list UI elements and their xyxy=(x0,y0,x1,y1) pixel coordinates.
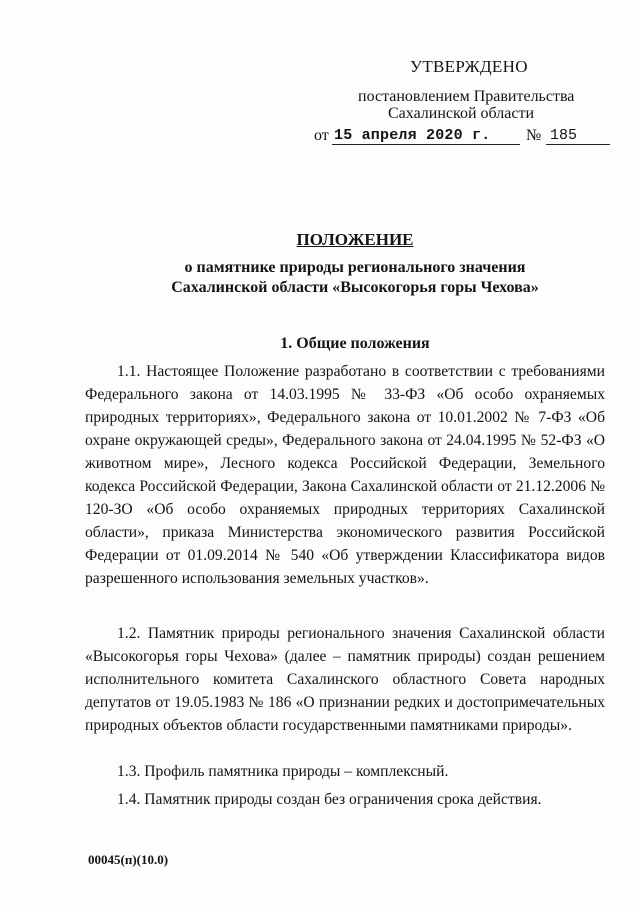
document-subtitle xyxy=(0,258,640,298)
approved-by: постановлением Правительства xyxy=(358,88,575,105)
document-title xyxy=(0,230,640,250)
section-heading-text: 1. Общие положения xyxy=(280,335,430,352)
paragraph-1-4: 1.4. Памятник природы создан без ограничения срока действия. xyxy=(117,791,542,808)
approved-label: УТВЕРЖДЕНО xyxy=(410,57,528,76)
date-underline xyxy=(332,144,520,145)
number-label: № xyxy=(526,127,542,144)
paragraph-1-3: 1.3. Профиль памятника природы – комплексный. xyxy=(117,763,449,780)
approval-number: 185 xyxy=(550,127,578,144)
paragraph-1-1: 1.1. Настоящее Положение разработано в соответствии с требованиями Федерального закона от 14.03.1995 № 33-ФЗ «Об особо охраняемых природных территориях», Федерального закона от 10.01.2002 № 7-ФЗ «Об охране окружающей среды», Федерального закона от 24.04.1995 № 52-ФЗ «О животном мире», Лесного кодекса Российской Федерации, Земельного кодекса Российской Федерации, Закона Сахалинской области от 21.12.2006 № 120-ЗО «Об особо охраняемых природных территориях Сахалинской области», приказа Министерства экономического развития Российской Федерации от 01.09.2014 № 540 «Об утверждении Классификатора видов разрешенного использования земельных участков». xyxy=(85,363,605,587)
paragraph-1-2: 1.2. Памятник природы регионального значения Сахалинской области «Высокогорья горы Чехова» (далее – памятник природы) создан решением исполнительного комитета Сахалинского областного Совета народных депутатов от 19.05.1983 № 186 «О признании редких и достопримечательных природных объектов области государственными памятниками природы». xyxy=(85,625,605,734)
subtitle-line-2: Сахалинской области «Высокогорья горы Чехова» xyxy=(171,279,539,296)
number-underline xyxy=(546,144,610,145)
approved-region: Сахалинской области xyxy=(388,105,535,122)
from-label: от xyxy=(314,127,329,144)
footer-code: 00045(п)(10.0) xyxy=(88,852,169,867)
approval-date: 15 апреля 2020 г. xyxy=(334,127,491,144)
subtitle-line-1: о памятнике природы регионального значения xyxy=(184,259,526,276)
section-heading xyxy=(0,335,640,353)
document-title-text: ПОЛОЖЕНИЕ xyxy=(296,230,414,249)
